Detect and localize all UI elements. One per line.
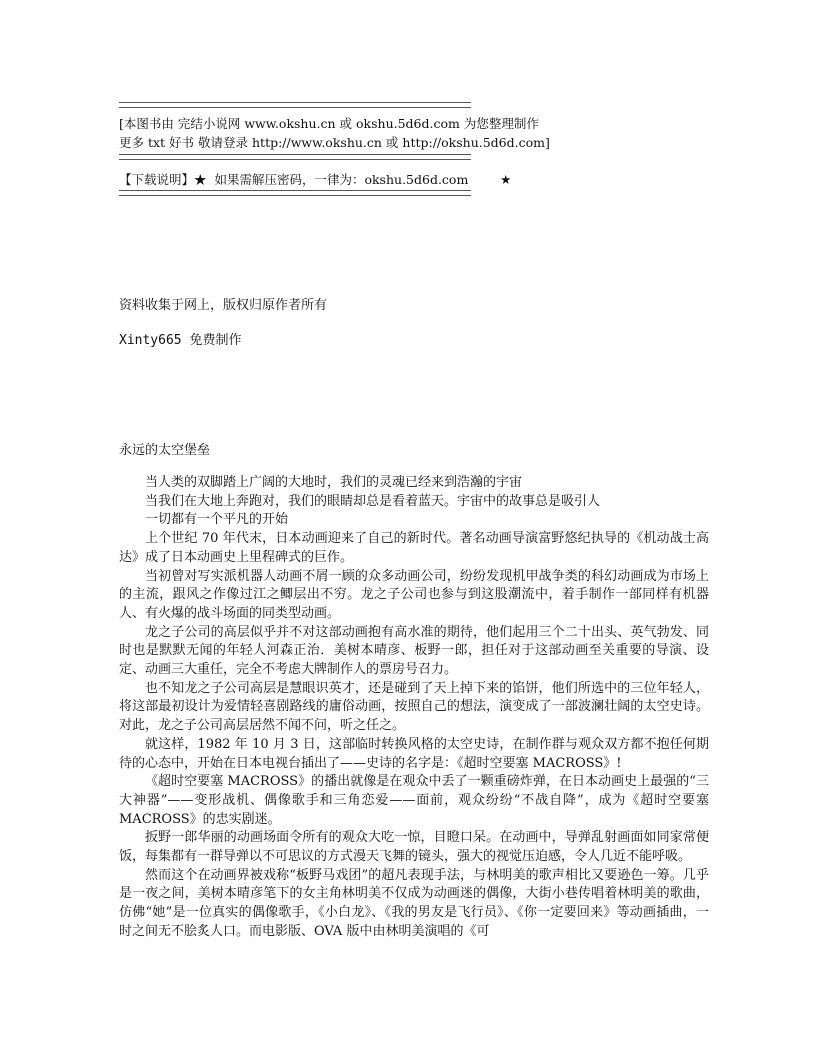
paragraph: 就这样，1982 年 10 月 3 日，这部临时转换风格的太空史诗，在制作群与观众双方都不抱任何期待的心态中，开始在日本电视台插出了——史诗的名字是：《超时空要塞 MACROSS》! [119,736,709,771]
paragraph: 当我们在大地上奔跑对，我们的眼睛却总是看着蓝天。宇宙中的故事总是吸引人 [145,493,601,509]
download-note: 【下载说明】★ 如果需解压密码，一律为：okshu.5d6d.com ★ [119,172,512,187]
header-website-line: 更多 txt 好书 敬请登录 http://www.okshu.cn 或 http://okshu.5d6d.com] [119,135,550,150]
document-title: 永远的太空堡垒 [119,443,211,458]
maker-credit: Xinty665 免费制作 [119,333,242,348]
paragraph: 然而这个在动画界被戏称“板野马戏团”的超凡表现手法，与林明美的歌声相比又要逊色一筹。几乎是一夜之间，美树本晴彦笔下的女主角林明美不仅成为动画迷的偶像，大街小巷传唱着林明美的歌曲，仿佛“她”是一位真实的偶像歌手，《小白龙》、《我的男友是飞行员》、《你一定要回来》等动画插曲，一时之间无不脍炙人口。而电影版、OVA 版中由林明美演唱的《可 [119,867,709,939]
separator-rule [119,102,471,108]
separator-rule [119,154,471,160]
header-source-line: [本图书由 完结小说网 www.okshu.cn 或 okshu.5d6d.com 为您整理制作 [119,116,539,131]
paragraph: 当人类的双脚踏上广阔的大地时，我们的灵魂已经来到浩瀚的宇宙 [145,475,523,490]
paragraph: 龙之子公司的高层似乎并不对这部动画抱有高水准的期待，他们起用三个二十出头、英气勃发、同时也是默默无闻的年轻人河森正治．美树本晴彦、板野一郎，担任对于这部动画至关重要的导演、设定、动画三大重任，完全不考虑大牌制作人的票房号召力。 [119,624,709,678]
separator-rule [119,190,471,196]
paragraph: 一切都有一个平凡的开始 [145,512,289,528]
paragraph: 也不知龙之子公司高层是慧眼识英才，还是碰到了天上掉下来的馅饼，他们所选中的三位年轻人，将这部最初设计为爱情轻喜剧路线的庸俗动画，按照自己的想法，演变成了一部波澜壮阔的太空史诗。对此，龙之子公司高层居然不闻不问，听之任之。 [119,680,709,734]
paragraph: 当初曾对写实派机器人动画不屑一顾的众多动画公司，纷纷发现机甲战争类的科幻动画成为市场上的主流，跟风之作像过江之鲫层出不穷。龙之子公司也参与到这股潮流中，着手制作一部同样有机器人、有火爆的战斗场面的同类型动画。 [119,568,709,621]
copyright-notice: 资料收集于网上，版权归原作者所有 [119,298,328,313]
paragraph: 《超时空要塞 MACROSS》的播出就像是在观众中丢了一颗重磅炸弹，在日本动画史上最强的“三大神器”——变形战机、偶像歌手和三角恋爱——面前，观众纷纷“不战自降”，成为《超时空要塞 MACROSS》的忠实剧迷。 [119,774,709,827]
article-body [119,474,709,942]
paragraph: 扳野一郎华丽的动画场面令所有的观众大吃一惊，目瞪口呆。在动画中，导弹乱射画面如同家常便饭，每集都有一群导弹以不可思议的方式漫天飞舞的镜头，强大的视觉压迫感，令人几近不能呼吸。 [119,830,709,865]
paragraph: 上个世纪 70 年代末，日本动画迎来了自己的新时代。著名动画导演富野悠纪执导的《机动战士高达》成了日本动画史上里程碑式的巨作。 [119,531,709,565]
